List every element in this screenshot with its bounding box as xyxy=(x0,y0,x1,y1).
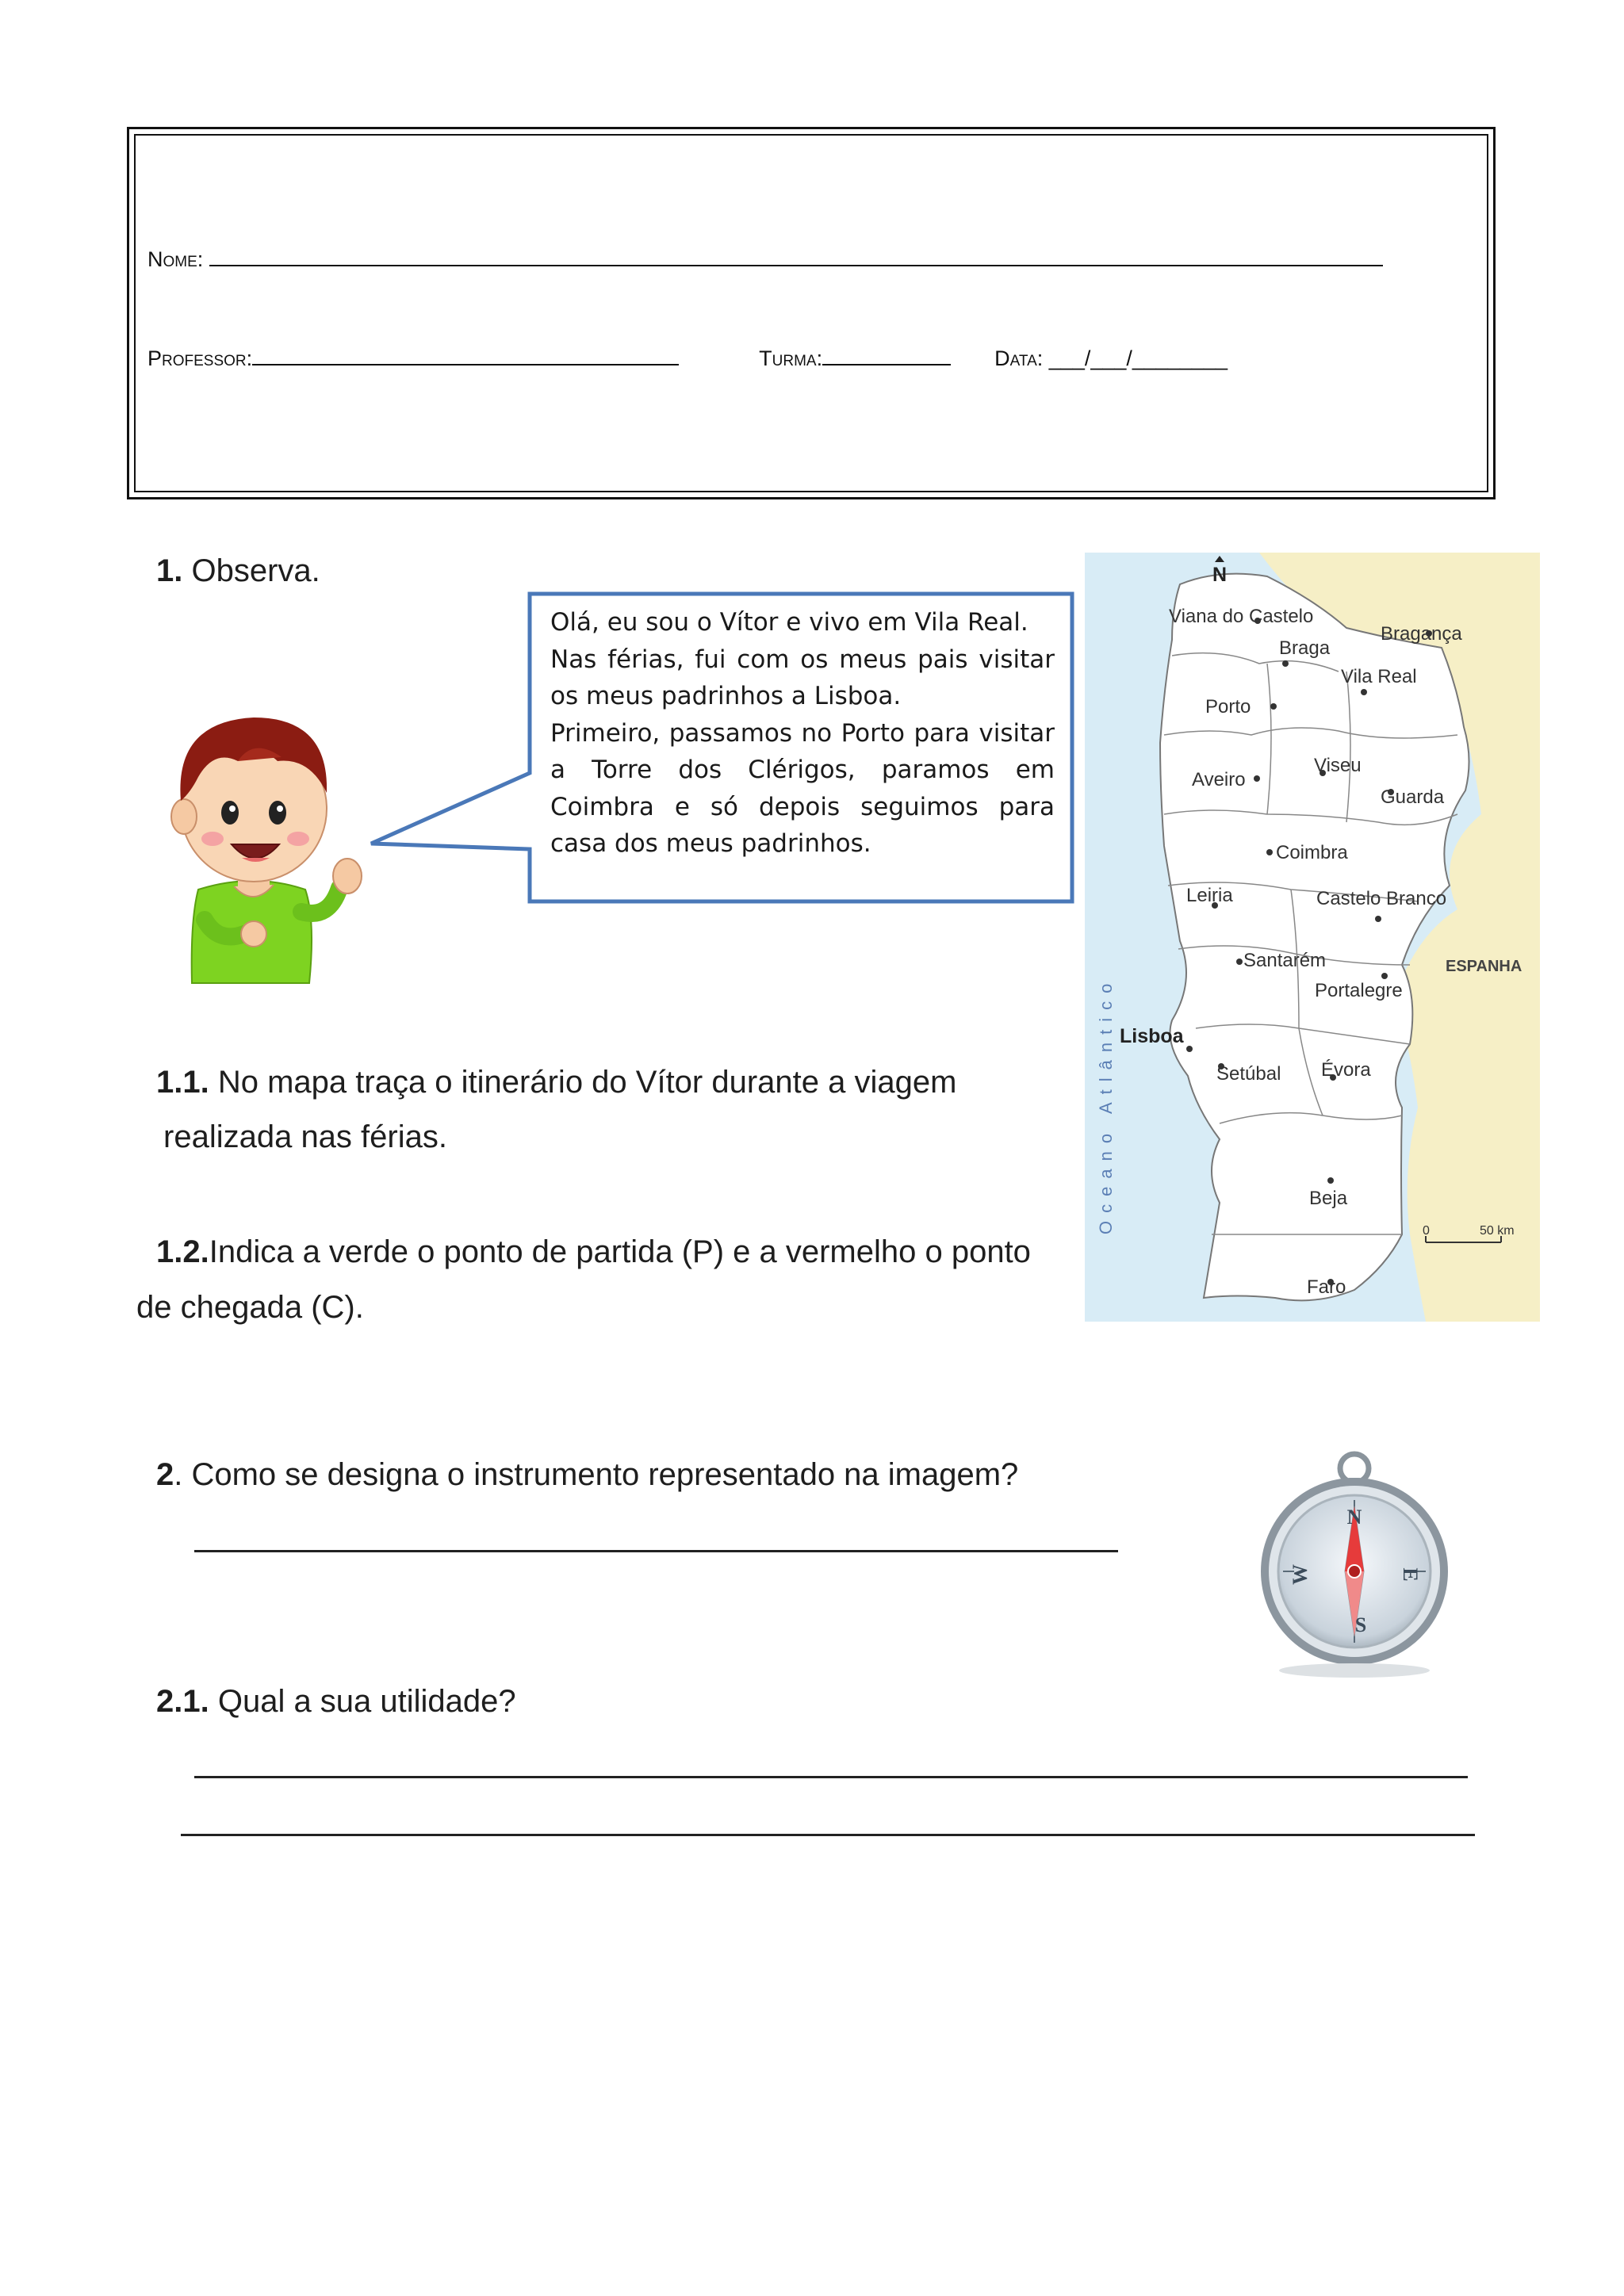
name-field[interactable] xyxy=(209,244,1383,266)
speech-line: Primeiro, passamos no Porto para visitar a Torre dos Clérigos, paramos em Coimbra e só depois seguimos para casa dos meus padrinhos. xyxy=(550,718,1055,858)
student-info-inner-border xyxy=(134,134,1488,492)
question-2-1-heading xyxy=(156,1684,516,1720)
city-label: Guarda xyxy=(1381,786,1445,808)
compass-south-letter: S xyxy=(1354,1613,1367,1636)
student-info-box xyxy=(127,127,1496,499)
city-label: Portalegre xyxy=(1315,980,1403,1001)
city-label: Bragança xyxy=(1381,623,1462,645)
scale-km: 50 km xyxy=(1480,1224,1515,1238)
speech-bubble-text xyxy=(550,604,1055,863)
answer-line-2-1-a[interactable] xyxy=(194,1776,1468,1778)
compass-illustration xyxy=(1251,1445,1457,1682)
question-1-2-line-1 xyxy=(156,1234,1031,1270)
ocean-label: Oceano Atlântico xyxy=(1096,975,1116,1234)
city-label: Viseu xyxy=(1314,755,1362,776)
country-label-spain: ESPANHA xyxy=(1446,958,1522,975)
answer-line-2-1-b[interactable] xyxy=(181,1834,1475,1836)
name-label: Nome: xyxy=(147,247,204,271)
question-2-1-text: Qual a sua utilidade? xyxy=(217,1684,516,1719)
city-label: Évora xyxy=(1321,1059,1371,1081)
city-label: Aveiro xyxy=(1192,769,1246,790)
date-field[interactable]: ___/___/________ xyxy=(1048,346,1228,370)
teacher-class-date-row xyxy=(147,343,1228,371)
city-label: Coimbra xyxy=(1276,842,1348,863)
north-label: N xyxy=(1212,564,1228,586)
question-2-number: 2 xyxy=(156,1457,174,1492)
city-label: Setúbal xyxy=(1216,1063,1281,1085)
question-1-heading xyxy=(156,553,320,589)
city-label: Faro xyxy=(1307,1276,1346,1298)
question-1-2-line-2: de chegada (C). xyxy=(136,1290,364,1325)
compass-north-letter: N xyxy=(1346,1506,1362,1529)
question-2-heading xyxy=(156,1457,1018,1493)
data-label: Data: xyxy=(994,346,1044,370)
city-label: Santarém xyxy=(1243,950,1327,971)
speech-line: Olá, eu sou o Vítor e vivo em Vila Real. xyxy=(550,608,1028,637)
question-1-1-line-1 xyxy=(156,1065,956,1100)
question-1-1-number: 1.1. xyxy=(156,1065,209,1100)
turma-label: Turma: xyxy=(759,346,823,370)
question-2-text: . Como se designa o instrumento representado na imagem? xyxy=(174,1457,1019,1492)
city-label: Leiria xyxy=(1186,885,1233,906)
question-1-1-line-2: realizada nas férias. xyxy=(163,1119,447,1154)
question-2-1-number: 2.1. xyxy=(156,1684,209,1719)
city-label: Vila Real xyxy=(1341,666,1417,687)
city-label: Castelo Branco xyxy=(1316,888,1447,909)
city-label: Braga xyxy=(1279,637,1331,659)
boy-illustration xyxy=(143,682,381,999)
speech-line: Nas férias, fui com os meus pais visitar os meus padrinhos a Lisboa. xyxy=(550,645,1055,710)
question-1-text: Observa. xyxy=(191,553,320,588)
name-row xyxy=(147,244,1383,272)
professor-label: Professor: xyxy=(147,346,253,370)
compass-east-letter: E xyxy=(1399,1567,1422,1582)
question-1-1-text: No mapa traça o itinerário do Vítor durante a viagem xyxy=(217,1065,957,1100)
city-label: Viana do Castelo xyxy=(1169,606,1314,627)
portugal-map xyxy=(1085,553,1540,1322)
question-1-2-text: Indica a verde o ponto de partida (P) e a vermelho o ponto xyxy=(209,1234,1031,1269)
city-label: Porto xyxy=(1205,696,1251,718)
professor-field[interactable] xyxy=(252,343,679,365)
city-label: Lisboa xyxy=(1120,1025,1184,1047)
scale-zero: 0 xyxy=(1423,1224,1430,1238)
answer-line-2[interactable] xyxy=(194,1550,1118,1552)
compass-west-letter: W xyxy=(1289,1564,1312,1585)
question-1-2-number: 1.2. xyxy=(156,1234,209,1269)
turma-field[interactable] xyxy=(822,343,951,365)
city-label: Beja xyxy=(1309,1188,1348,1209)
question-1-number: 1. xyxy=(156,553,183,588)
